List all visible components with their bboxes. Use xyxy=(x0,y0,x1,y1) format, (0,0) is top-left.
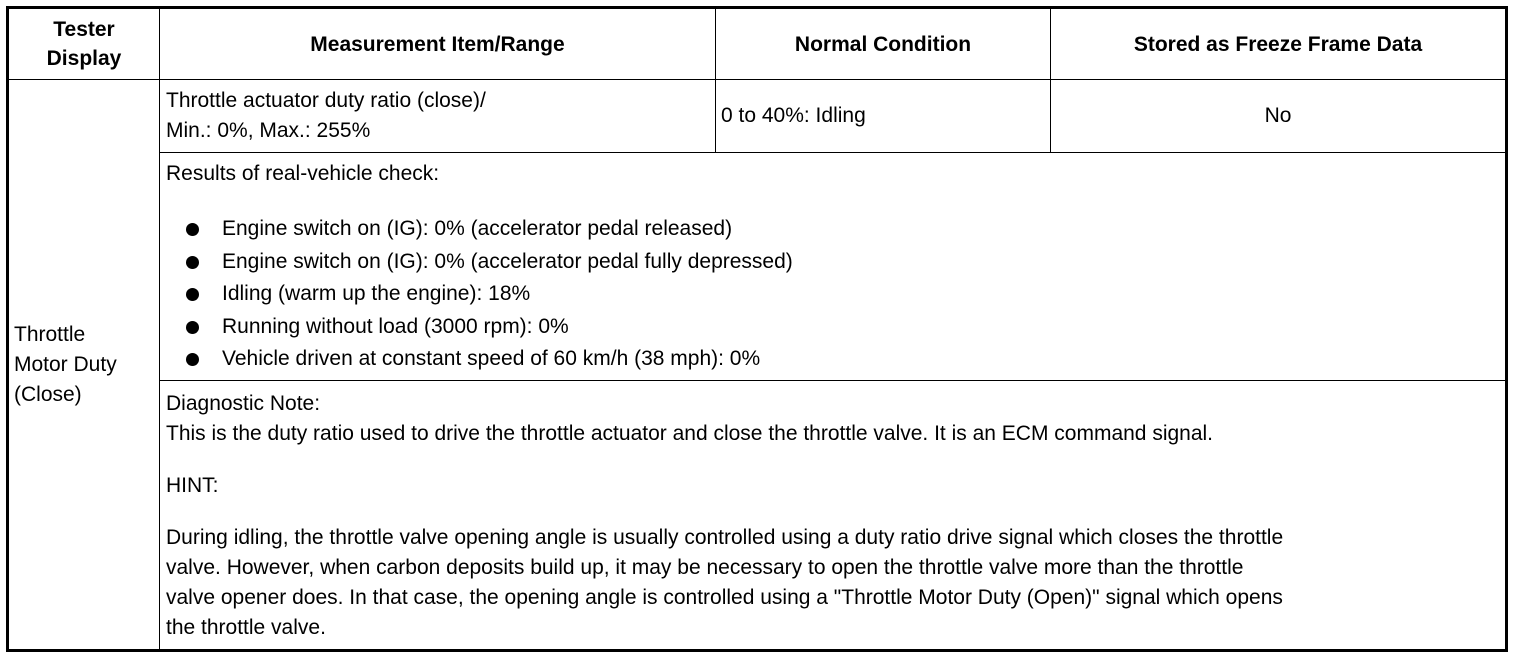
results-item-text: Engine switch on (IG): 0% (accelerator pedal fully depressed) xyxy=(222,249,793,273)
results-item-text: Vehicle driven at constant speed of 60 km/h (38 mph): 0% xyxy=(222,347,761,370)
note-title: Diagnostic Note: xyxy=(166,392,321,415)
measurement-line-2: Min.: 0%, Max.: 255% xyxy=(166,119,371,142)
hint-line-1: During idling, the throttle valve opening angle is usually controlled using a duty ratio drive signal which closes the throttle xyxy=(166,526,1284,549)
header-freeze-frame: Stored as Freeze Frame Data xyxy=(1051,8,1507,80)
note-row xyxy=(8,381,1507,651)
data-row xyxy=(8,80,1507,153)
spec-table xyxy=(6,6,1508,652)
results-row xyxy=(8,153,1507,381)
bullet-icon xyxy=(186,288,199,301)
tester-line-1: Throttle xyxy=(14,322,86,346)
measurement-line-1: Throttle actuator duty ratio (close)/ xyxy=(166,89,486,112)
results-cell xyxy=(160,153,1507,381)
normal-condition-cell: 0 to 40%: Idling xyxy=(716,80,1051,153)
hint-line-3: valve opener does. In that case, the opening angle is controlled using a "Throttle Motor Duty (Open)" signal which opens xyxy=(166,586,1283,609)
bullet-icon xyxy=(186,353,199,366)
diagnostic-note-cell xyxy=(160,381,1507,651)
hint-body xyxy=(166,523,1499,643)
note-text: This is the duty ratio used to drive the throttle actuator and close the throttle valve. It is an ECM command signal. xyxy=(166,422,1214,445)
results-list xyxy=(166,213,1499,376)
results-item-text: Idling (warm up the engine): 18% xyxy=(222,282,531,305)
results-item-text: Engine switch on (IG): 0% (accelerator pedal released) xyxy=(222,217,733,240)
tester-line-2: Motor Duty xyxy=(14,352,117,376)
hint-line-2: valve. However, when carbon deposits build up, it may be necessary to open the throttle valve more than the throttle xyxy=(166,556,1244,579)
results-item xyxy=(186,343,1499,376)
header-tester-line-2: Display xyxy=(46,47,122,70)
header-row xyxy=(8,8,1507,80)
tester-line-3: (Close) xyxy=(14,382,82,406)
header-tester-line-1: Tester xyxy=(53,18,115,41)
measurement-cell xyxy=(160,80,716,153)
hint-title: HINT: xyxy=(166,474,219,497)
results-item-text: Running without load (3000 rpm): 0% xyxy=(222,314,569,338)
hint-line-4: the throttle valve. xyxy=(166,616,326,639)
results-item xyxy=(186,213,1499,246)
header-tester-display xyxy=(8,8,160,80)
bullet-icon xyxy=(186,321,199,334)
header-measurement: Measurement Item/Range xyxy=(160,8,716,80)
results-item xyxy=(186,311,1499,344)
bullet-icon xyxy=(186,256,199,269)
results-item xyxy=(186,246,1499,279)
tester-display-cell xyxy=(8,80,160,651)
results-item xyxy=(186,278,1499,311)
results-title: Results of real-vehicle check: xyxy=(166,162,440,185)
header-normal-condition: Normal Condition xyxy=(716,8,1051,80)
freeze-frame-cell: No xyxy=(1051,80,1507,153)
bullet-icon xyxy=(186,223,199,236)
